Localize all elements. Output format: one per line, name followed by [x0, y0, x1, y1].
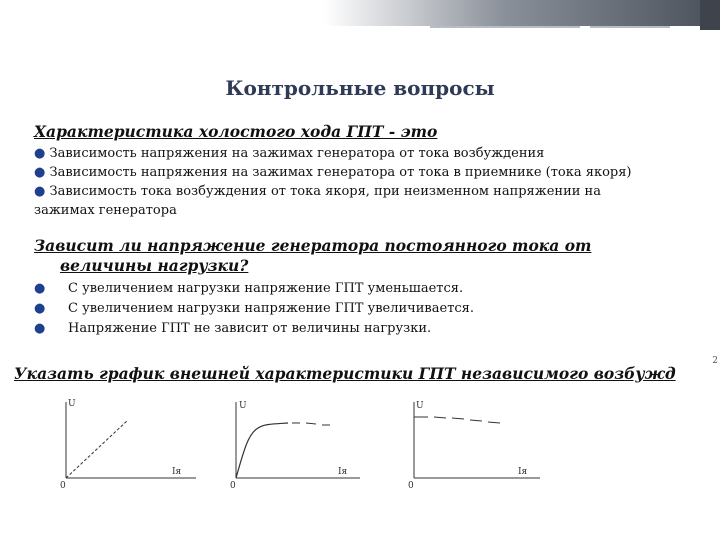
graph-origin: 0: [60, 481, 66, 491]
header-stripe: [590, 26, 670, 28]
question-2: Зависит ли напряжение генератора постоянного тока от величины нагрузки?: [34, 236, 592, 275]
graph-y-label: U: [239, 401, 247, 411]
question-1: Характеристика холостого хода ГПТ - это: [34, 122, 438, 141]
answer-option: ● Напряжение ГПТ не зависит от величины нагрузки.: [34, 319, 474, 339]
answer-option: ● Зависимость напряжения на зажимах генератора от тока в приемнике (тока якоря): [34, 165, 632, 180]
answer-option-continuation: зажимах генератора: [34, 203, 177, 218]
graph-x-label: Iя: [518, 467, 528, 477]
header-corner: [700, 0, 720, 30]
graph-curve-dashed: [292, 423, 330, 425]
graph-origin: 0: [230, 481, 236, 491]
answer-option: ● С увеличением нагрузки напряжение ГПТ уменьшается.: [34, 279, 474, 299]
answer-option: ● Зависимость напряжения на зажимах генератора от тока возбуждения: [34, 146, 545, 161]
graph-1: [60, 399, 196, 491]
graph-x-label: Iя: [338, 467, 348, 477]
graph-y-label: U: [68, 399, 76, 409]
answer-option: ● С увеличением нагрузки напряжение ГПТ увеличивается.: [34, 299, 474, 319]
graph-x-label: Iя: [172, 467, 182, 477]
graph-2: [230, 401, 360, 491]
graph-3: [408, 401, 540, 491]
bullet-icon: ●: [34, 301, 46, 316]
graph-curve: [66, 420, 128, 478]
page-number: 2: [712, 356, 718, 366]
bullet-icon: ●: [34, 146, 46, 161]
graph-curve-dashed: [414, 417, 500, 423]
graph-origin: 0: [408, 481, 414, 491]
bullet-icon: ●: [34, 165, 46, 180]
bullet-icon: ●: [34, 184, 46, 199]
slide-title: Контрольные вопросы: [225, 76, 495, 100]
characteristic-graphs: [0, 390, 720, 500]
graph-curve: [236, 423, 288, 478]
question-2-answers: [34, 279, 474, 339]
bullet-icon: ●: [34, 281, 46, 296]
bullet-icon: ●: [34, 321, 46, 336]
slide-header-bar: [0, 0, 720, 30]
question-3: Указать график внешней характеристики ГПТ независимого возбужд: [14, 364, 676, 383]
header-gradient: [0, 0, 720, 26]
graph-y-label: U: [416, 401, 424, 411]
header-stripe: [430, 26, 580, 28]
answer-option: ● Зависимость тока возбуждения от тока якоря, при неизменном напряжении на: [34, 184, 601, 199]
question-1-answers: [34, 144, 694, 220]
